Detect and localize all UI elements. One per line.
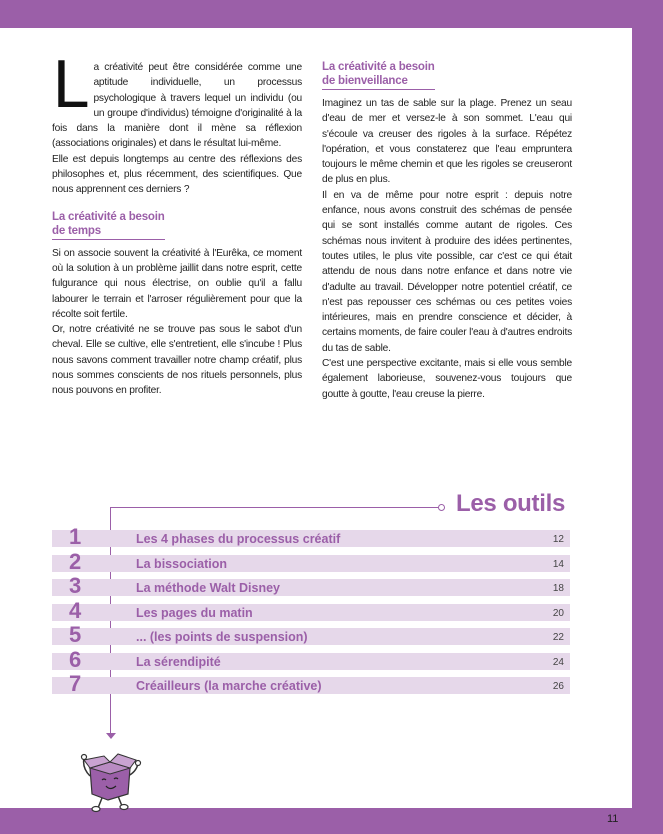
arrow-down-icon: [106, 733, 116, 739]
tool-number: 6: [69, 646, 82, 672]
tool-number: 3: [69, 573, 82, 598]
tool-title: Créailleurs (la marche créative): [136, 679, 322, 693]
section-heading-temps: [52, 210, 302, 240]
heading-text: [322, 60, 435, 90]
heading-line-2: de bienveillance: [322, 75, 408, 87]
intro-text: a créativité peut être considérée comme une aptitude individuelle, un processus psychologique à travers lequel un individu (ou un groupe d'individus) témoigne d'originalité à la fois dans la manière dont il mène sa réflexion (associations originales) et dans le résultat lui-même.: [52, 62, 302, 150]
tool-title: Les 4 phases du processus créatif: [136, 532, 341, 546]
tool-row[interactable]: [52, 524, 570, 549]
connector-line: [110, 507, 438, 508]
page-number: 11: [607, 813, 619, 825]
tool-row[interactable]: [52, 646, 570, 672]
tool-number: 4: [69, 597, 82, 623]
tool-row[interactable]: [52, 573, 570, 598]
tool-row[interactable]: [52, 622, 570, 647]
left-column: [52, 49, 302, 399]
tool-title: ... (les points de suspension): [136, 630, 308, 644]
section-heading-bienveillance: [322, 60, 572, 90]
tool-number: 5: [69, 622, 82, 647]
tool-number: 7: [69, 671, 82, 696]
connector-dot: [438, 504, 445, 511]
drop-cap: L: [52, 49, 88, 123]
tool-page: 22: [552, 632, 564, 643]
intro-paragraph: [52, 49, 302, 152]
body-paragraph: Il en va de même pour notre esprit : depuis notre enfance, nous avons construit des schémas de pensée qui se sont installés comme autant de rigoles. Ces schémas nous invitent à produire des idées pertinentes, toutes utiles, le plus vite possible, car c'est ce qui était attendu de nous dans notre enfance et dans notre vie d'adulte au travail. Développer notre potentiel créatif, ce n'est pas repousser ces schémas ou ces petites voies intérieures, mais en prendre conscience et décider, à certains moments, de faire couler l'eau à d'autres endroits du tas de sable.: [322, 189, 572, 354]
right-column: [322, 60, 572, 402]
tool-page: 24: [552, 656, 564, 668]
tool-page: 18: [552, 583, 564, 594]
tool-number: 1: [69, 524, 82, 549]
tool-page: 14: [552, 558, 564, 570]
tool-page: 26: [552, 681, 564, 692]
body-paragraph: C'est une perspective excitante, mais si elle vous semble également laborieuse, souvenez-vous toujours que goutte à goutte, l'eau creuse la pierre.: [322, 358, 572, 400]
tool-page: 20: [552, 607, 564, 619]
tool-title: Les pages du matin: [136, 605, 253, 620]
tool-row[interactable]: [52, 548, 570, 574]
tool-page: 12: [552, 534, 564, 545]
book-page: [0, 28, 632, 825]
heading-line-2: de temps: [52, 224, 101, 237]
tool-title: La méthode Walt Disney: [136, 581, 281, 595]
tool-title: La bissociation: [136, 556, 227, 571]
intro-paragraph-2: Elle est depuis longtemps au centre des réflexions des philosophes et, plus récemment, des scientifiques. Que nous apprennent ces derniers ?: [52, 153, 302, 196]
outils-title: Les outils: [456, 490, 566, 517]
body-paragraph: Si on associe souvent la créativité à l'Eurêka, ce moment où la solution à un problème jaillit dans notre esprit, cette fulgurance qui nous électrise, on oublie qu'il a fallu labourer le terrain et l'arroser régulièrement pour que la récolte soit fertile.: [52, 247, 302, 320]
body-paragraph: Imaginez un tas de sable sur la plage. Prenez un seau d'eau de mer et versez-le à son sommet. L'eau qui s'écoule va creuser des rigoles à la surface. Répétez l'opération, et vous constaterez que l'eau empruntera toujours le même chemin et que les rigoles se creuseront de plus en plus.: [322, 98, 572, 186]
tool-title: La sérendipité: [136, 654, 221, 669]
tool-number: 2: [69, 548, 82, 574]
tool-row[interactable]: [52, 671, 570, 696]
heading-line-1: La créativité a besoin: [52, 210, 165, 223]
heading-text: [52, 210, 165, 240]
heading-line-1: La créativité a besoin: [322, 61, 435, 73]
box-character-icon: [76, 746, 146, 816]
tools-list: [52, 524, 570, 702]
body-paragraph: Or, notre créativité ne se trouve pas sous le sabot d'un cheval. Elle se cultive, elle s'entretient, elle s'incube ! Plus nous savons comment travailler notre champ créatif, plus nous sommes conscients de nos rituels personnels, plus nous pouvons en profiter.: [52, 324, 302, 397]
tool-row[interactable]: [52, 597, 570, 623]
